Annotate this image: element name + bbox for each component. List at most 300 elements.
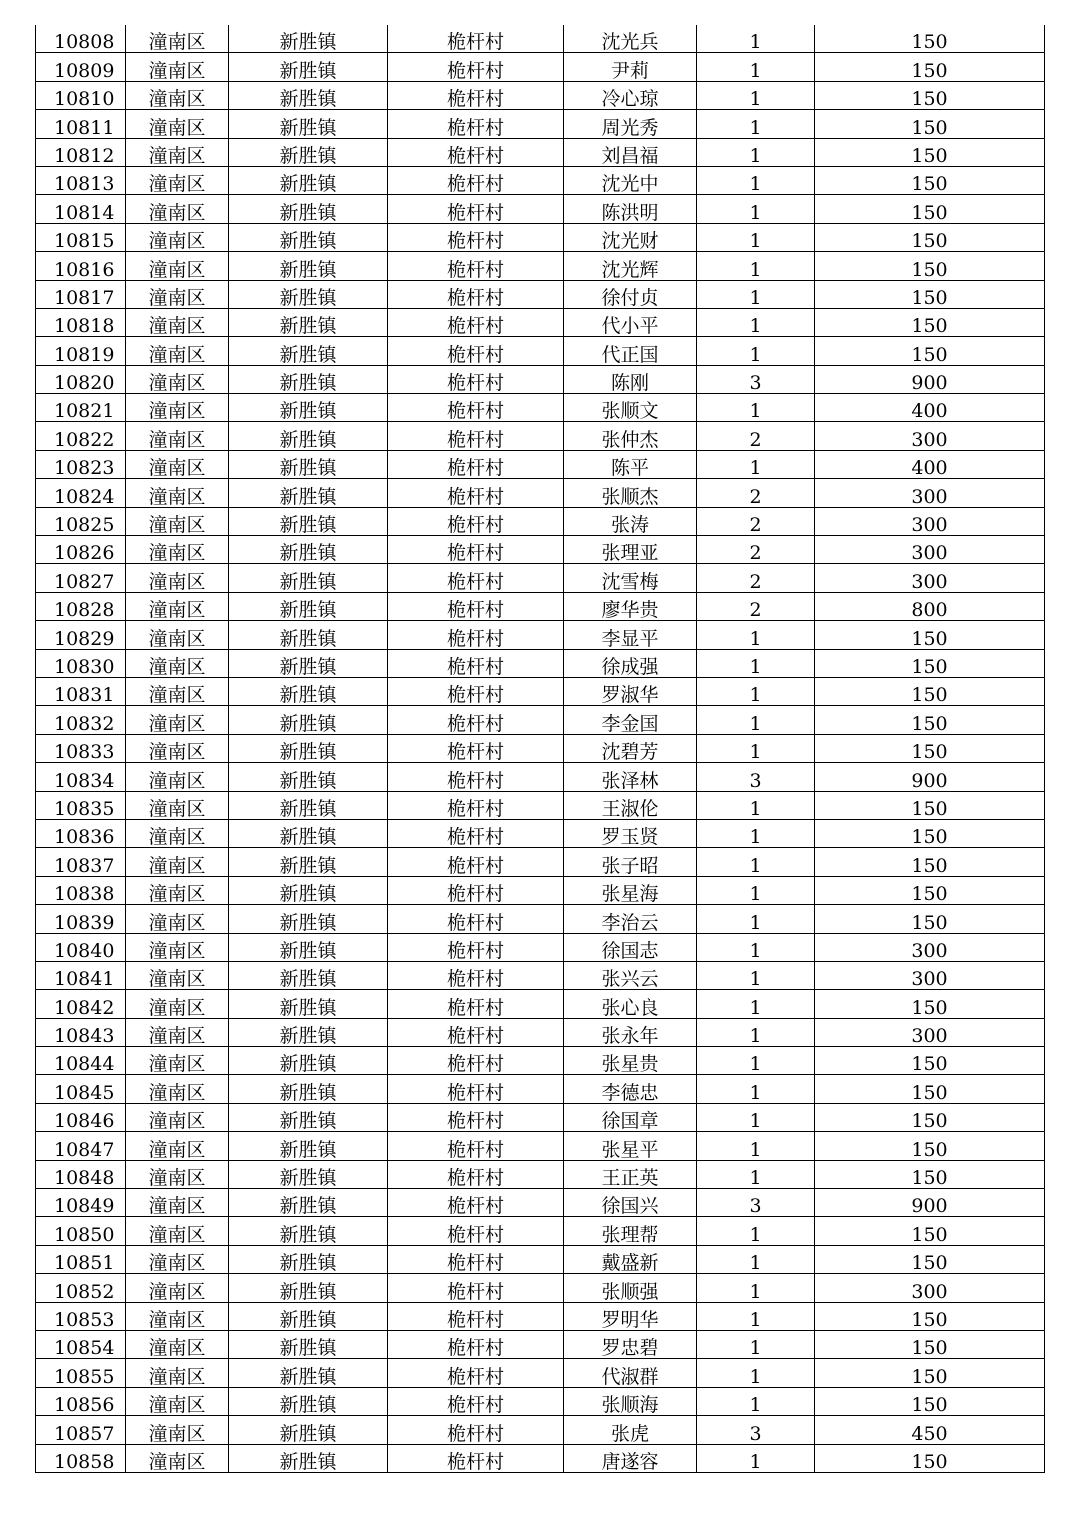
town-cell: 新胜镇 [229, 933, 388, 961]
amount-cell: 150 [815, 990, 1045, 1018]
village-cell: 桅杆村 [388, 195, 564, 223]
town-cell: 新胜镇 [229, 876, 388, 904]
person-name-cell: 唐遂容 [564, 1444, 697, 1472]
town-cell: 新胜镇 [229, 308, 388, 336]
household-count-cell: 1 [697, 394, 815, 422]
amount-cell: 150 [815, 706, 1045, 734]
table-row [36, 1160, 1045, 1188]
amount-cell: 300 [815, 422, 1045, 450]
household-count-cell: 1 [697, 905, 815, 933]
amount-cell: 900 [815, 365, 1045, 393]
amount-cell: 150 [815, 337, 1045, 365]
village-cell: 桅杆村 [388, 990, 564, 1018]
record-id-cell: 10841 [36, 961, 126, 989]
town-cell: 新胜镇 [229, 1160, 388, 1188]
household-count-cell: 1 [697, 280, 815, 308]
village-cell: 桅杆村 [388, 734, 564, 762]
district-cell: 潼南区 [126, 252, 229, 280]
village-cell: 桅杆村 [388, 1217, 564, 1245]
record-id-cell: 10835 [36, 791, 126, 819]
record-id-cell: 10850 [36, 1217, 126, 1245]
table-row [36, 1132, 1045, 1160]
table-row [36, 706, 1045, 734]
district-cell: 潼南区 [126, 1302, 229, 1330]
amount-cell: 150 [815, 621, 1045, 649]
household-count-cell: 2 [697, 507, 815, 535]
household-count-cell: 1 [697, 308, 815, 336]
table-row [36, 507, 1045, 535]
person-name-cell: 王淑伦 [564, 791, 697, 819]
person-name-cell: 廖华贵 [564, 592, 697, 620]
person-name-cell: 徐国章 [564, 1103, 697, 1131]
person-name-cell: 周光秀 [564, 110, 697, 138]
village-cell: 桅杆村 [388, 223, 564, 251]
town-cell: 新胜镇 [229, 1245, 388, 1273]
table-row [36, 1245, 1045, 1273]
village-cell: 桅杆村 [388, 961, 564, 989]
table-row [36, 422, 1045, 450]
person-name-cell: 张星海 [564, 876, 697, 904]
household-count-cell: 1 [697, 25, 815, 53]
record-id-cell: 10824 [36, 479, 126, 507]
village-cell: 桅杆村 [388, 1075, 564, 1103]
household-count-cell: 1 [697, 1018, 815, 1046]
person-name-cell: 张兴云 [564, 961, 697, 989]
district-cell: 潼南区 [126, 81, 229, 109]
record-id-cell: 10815 [36, 223, 126, 251]
town-cell: 新胜镇 [229, 280, 388, 308]
record-id-cell: 10820 [36, 365, 126, 393]
town-cell: 新胜镇 [229, 1330, 388, 1358]
table-row [36, 195, 1045, 223]
household-count-cell: 1 [697, 1302, 815, 1330]
district-cell: 潼南区 [126, 621, 229, 649]
person-name-cell: 冷心琼 [564, 81, 697, 109]
person-name-cell: 沈碧芳 [564, 734, 697, 762]
household-count-cell: 1 [697, 876, 815, 904]
person-name-cell: 张仲杰 [564, 422, 697, 450]
district-cell: 潼南区 [126, 1160, 229, 1188]
table-row [36, 1103, 1045, 1131]
town-cell: 新胜镇 [229, 819, 388, 847]
person-name-cell: 沈光财 [564, 223, 697, 251]
table-row [36, 53, 1045, 81]
household-count-cell: 1 [697, 53, 815, 81]
household-count-cell: 1 [697, 337, 815, 365]
village-cell: 桅杆村 [388, 138, 564, 166]
amount-cell: 150 [815, 81, 1045, 109]
village-cell: 桅杆村 [388, 450, 564, 478]
record-id-cell: 10822 [36, 422, 126, 450]
village-cell: 桅杆村 [388, 422, 564, 450]
record-id-cell: 10818 [36, 308, 126, 336]
record-id-cell: 10813 [36, 166, 126, 194]
town-cell: 新胜镇 [229, 1217, 388, 1245]
table-row [36, 1189, 1045, 1217]
village-cell: 桅杆村 [388, 1245, 564, 1273]
village-cell: 桅杆村 [388, 1103, 564, 1131]
village-cell: 桅杆村 [388, 564, 564, 592]
district-cell: 潼南区 [126, 195, 229, 223]
village-cell: 桅杆村 [388, 848, 564, 876]
district-cell: 潼南区 [126, 166, 229, 194]
village-cell: 桅杆村 [388, 933, 564, 961]
record-id-cell: 10826 [36, 536, 126, 564]
table-row [36, 819, 1045, 847]
record-id-cell: 10856 [36, 1387, 126, 1415]
village-cell: 桅杆村 [388, 308, 564, 336]
village-cell: 桅杆村 [388, 479, 564, 507]
household-count-cell: 2 [697, 592, 815, 620]
record-id-cell: 10834 [36, 763, 126, 791]
person-name-cell: 沈雪梅 [564, 564, 697, 592]
household-count-cell: 1 [697, 848, 815, 876]
record-id-cell: 10816 [36, 252, 126, 280]
table-row [36, 1330, 1045, 1358]
amount-cell: 150 [815, 734, 1045, 762]
table-row [36, 223, 1045, 251]
record-id-cell: 10838 [36, 876, 126, 904]
household-count-cell: 3 [697, 1189, 815, 1217]
household-count-cell: 1 [697, 1387, 815, 1415]
district-cell: 潼南区 [126, 1416, 229, 1444]
person-name-cell: 王正英 [564, 1160, 697, 1188]
person-name-cell: 沈光中 [564, 166, 697, 194]
village-cell: 桅杆村 [388, 819, 564, 847]
person-name-cell: 张顺强 [564, 1274, 697, 1302]
amount-cell: 150 [815, 1302, 1045, 1330]
table-row [36, 1018, 1045, 1046]
town-cell: 新胜镇 [229, 1274, 388, 1302]
town-cell: 新胜镇 [229, 706, 388, 734]
household-count-cell: 1 [697, 110, 815, 138]
amount-cell: 150 [815, 1132, 1045, 1160]
amount-cell: 800 [815, 592, 1045, 620]
town-cell: 新胜镇 [229, 422, 388, 450]
amount-cell: 150 [815, 1387, 1045, 1415]
record-id-cell: 10852 [36, 1274, 126, 1302]
record-id-cell: 10817 [36, 280, 126, 308]
table-row [36, 81, 1045, 109]
district-cell: 潼南区 [126, 1444, 229, 1472]
record-id-cell: 10823 [36, 450, 126, 478]
table-row [36, 365, 1045, 393]
district-cell: 潼南区 [126, 848, 229, 876]
village-cell: 桅杆村 [388, 905, 564, 933]
record-id-cell: 10832 [36, 706, 126, 734]
village-cell: 桅杆村 [388, 649, 564, 677]
record-id-cell: 10825 [36, 507, 126, 535]
town-cell: 新胜镇 [229, 1416, 388, 1444]
amount-cell: 150 [815, 905, 1045, 933]
person-name-cell: 代小平 [564, 308, 697, 336]
table-row [36, 791, 1045, 819]
town-cell: 新胜镇 [229, 961, 388, 989]
table-row [36, 1359, 1045, 1387]
town-cell: 新胜镇 [229, 479, 388, 507]
town-cell: 新胜镇 [229, 1075, 388, 1103]
town-cell: 新胜镇 [229, 81, 388, 109]
village-cell: 桅杆村 [388, 536, 564, 564]
village-cell: 桅杆村 [388, 1274, 564, 1302]
record-id-cell: 10846 [36, 1103, 126, 1131]
town-cell: 新胜镇 [229, 53, 388, 81]
village-cell: 桅杆村 [388, 1416, 564, 1444]
person-name-cell: 徐国志 [564, 933, 697, 961]
district-cell: 潼南区 [126, 677, 229, 705]
household-count-cell: 1 [697, 166, 815, 194]
person-name-cell: 罗忠碧 [564, 1330, 697, 1358]
record-id-cell: 10814 [36, 195, 126, 223]
town-cell: 新胜镇 [229, 791, 388, 819]
person-name-cell: 张泽林 [564, 763, 697, 791]
town-cell: 新胜镇 [229, 337, 388, 365]
record-id-cell: 10840 [36, 933, 126, 961]
district-cell: 潼南区 [126, 25, 229, 53]
village-cell: 桅杆村 [388, 677, 564, 705]
town-cell: 新胜镇 [229, 25, 388, 53]
household-count-cell: 3 [697, 763, 815, 791]
person-name-cell: 代正国 [564, 337, 697, 365]
amount-cell: 150 [815, 819, 1045, 847]
record-id-cell: 10812 [36, 138, 126, 166]
town-cell: 新胜镇 [229, 365, 388, 393]
amount-cell: 150 [815, 1047, 1045, 1075]
district-cell: 潼南区 [126, 933, 229, 961]
district-cell: 潼南区 [126, 479, 229, 507]
district-cell: 潼南区 [126, 1047, 229, 1075]
town-cell: 新胜镇 [229, 507, 388, 535]
amount-cell: 150 [815, 195, 1045, 223]
table-row [36, 649, 1045, 677]
amount-cell: 300 [815, 536, 1045, 564]
person-name-cell: 张星贵 [564, 1047, 697, 1075]
table-row [36, 1302, 1045, 1330]
town-cell: 新胜镇 [229, 677, 388, 705]
record-id-cell: 10808 [36, 25, 126, 53]
household-count-cell: 1 [697, 1217, 815, 1245]
person-name-cell: 张理帮 [564, 1217, 697, 1245]
district-cell: 潼南区 [126, 592, 229, 620]
amount-cell: 450 [815, 1416, 1045, 1444]
table-row [36, 450, 1045, 478]
household-count-cell: 1 [697, 706, 815, 734]
record-id-cell: 10837 [36, 848, 126, 876]
district-cell: 潼南区 [126, 450, 229, 478]
household-count-cell: 1 [697, 138, 815, 166]
person-name-cell: 张理亚 [564, 536, 697, 564]
record-id-cell: 10827 [36, 564, 126, 592]
table-row [36, 1416, 1045, 1444]
record-id-cell: 10848 [36, 1160, 126, 1188]
amount-cell: 150 [815, 1160, 1045, 1188]
household-count-cell: 1 [697, 450, 815, 478]
amount-cell: 150 [815, 1359, 1045, 1387]
person-name-cell: 沈光兵 [564, 25, 697, 53]
household-count-cell: 2 [697, 564, 815, 592]
table-row [36, 1274, 1045, 1302]
district-cell: 潼南区 [126, 876, 229, 904]
household-count-cell: 1 [697, 819, 815, 847]
district-cell: 潼南区 [126, 1359, 229, 1387]
village-cell: 桅杆村 [388, 1444, 564, 1472]
amount-cell: 150 [815, 308, 1045, 336]
person-name-cell: 李显平 [564, 621, 697, 649]
district-cell: 潼南区 [126, 422, 229, 450]
district-cell: 潼南区 [126, 1132, 229, 1160]
village-cell: 桅杆村 [388, 876, 564, 904]
amount-cell: 150 [815, 1103, 1045, 1131]
record-id-cell: 10853 [36, 1302, 126, 1330]
district-cell: 潼南区 [126, 1189, 229, 1217]
household-count-cell: 1 [697, 649, 815, 677]
person-name-cell: 徐成强 [564, 649, 697, 677]
table-row [36, 166, 1045, 194]
person-name-cell: 罗玉贤 [564, 819, 697, 847]
town-cell: 新胜镇 [229, 1302, 388, 1330]
town-cell: 新胜镇 [229, 990, 388, 1018]
amount-cell: 300 [815, 961, 1045, 989]
household-count-cell: 1 [697, 195, 815, 223]
district-cell: 潼南区 [126, 1103, 229, 1131]
town-cell: 新胜镇 [229, 1387, 388, 1415]
household-count-cell: 2 [697, 536, 815, 564]
household-count-cell: 1 [697, 1103, 815, 1131]
person-name-cell: 陈洪明 [564, 195, 697, 223]
amount-cell: 150 [815, 1075, 1045, 1103]
table-row [36, 1047, 1045, 1075]
village-cell: 桅杆村 [388, 394, 564, 422]
amount-cell: 150 [815, 848, 1045, 876]
district-cell: 潼南区 [126, 1217, 229, 1245]
district-cell: 潼南区 [126, 905, 229, 933]
amount-cell: 150 [815, 1444, 1045, 1472]
district-cell: 潼南区 [126, 138, 229, 166]
record-id-cell: 10849 [36, 1189, 126, 1217]
district-cell: 潼南区 [126, 1330, 229, 1358]
amount-cell: 150 [815, 53, 1045, 81]
record-id-cell: 10831 [36, 677, 126, 705]
town-cell: 新胜镇 [229, 564, 388, 592]
amount-cell: 300 [815, 1274, 1045, 1302]
town-cell: 新胜镇 [229, 734, 388, 762]
record-id-cell: 10847 [36, 1132, 126, 1160]
household-count-cell: 2 [697, 479, 815, 507]
amount-cell: 300 [815, 479, 1045, 507]
district-cell: 潼南区 [126, 308, 229, 336]
table-row [36, 110, 1045, 138]
record-id-cell: 10836 [36, 819, 126, 847]
household-count-cell: 1 [697, 1047, 815, 1075]
district-cell: 潼南区 [126, 53, 229, 81]
household-count-cell: 1 [697, 1245, 815, 1273]
village-cell: 桅杆村 [388, 763, 564, 791]
table-row [36, 1075, 1045, 1103]
table-row [36, 1387, 1045, 1415]
table-row [36, 138, 1045, 166]
amount-cell: 900 [815, 763, 1045, 791]
household-count-cell: 1 [697, 1160, 815, 1188]
household-count-cell: 2 [697, 422, 815, 450]
amount-cell: 150 [815, 280, 1045, 308]
person-name-cell: 张涛 [564, 507, 697, 535]
village-cell: 桅杆村 [388, 53, 564, 81]
village-cell: 桅杆村 [388, 280, 564, 308]
amount-cell: 400 [815, 394, 1045, 422]
amount-cell: 150 [815, 791, 1045, 819]
roster-body [36, 25, 1045, 1472]
town-cell: 新胜镇 [229, 1047, 388, 1075]
household-count-cell: 1 [697, 990, 815, 1018]
district-cell: 潼南区 [126, 110, 229, 138]
person-name-cell: 李德忠 [564, 1075, 697, 1103]
table-row [36, 961, 1045, 989]
person-name-cell: 李治云 [564, 905, 697, 933]
town-cell: 新胜镇 [229, 394, 388, 422]
record-id-cell: 10811 [36, 110, 126, 138]
record-id-cell: 10839 [36, 905, 126, 933]
person-name-cell: 徐付贞 [564, 280, 697, 308]
town-cell: 新胜镇 [229, 195, 388, 223]
record-id-cell: 10809 [36, 53, 126, 81]
table-row [36, 592, 1045, 620]
household-count-cell: 3 [697, 1416, 815, 1444]
amount-cell: 150 [815, 1245, 1045, 1273]
village-cell: 桅杆村 [388, 507, 564, 535]
district-cell: 潼南区 [126, 791, 229, 819]
person-name-cell: 陈平 [564, 450, 697, 478]
village-cell: 桅杆村 [388, 1330, 564, 1358]
village-cell: 桅杆村 [388, 592, 564, 620]
record-id-cell: 10829 [36, 621, 126, 649]
table-row [36, 990, 1045, 1018]
amount-cell: 150 [815, 1330, 1045, 1358]
record-id-cell: 10810 [36, 81, 126, 109]
person-name-cell: 陈刚 [564, 365, 697, 393]
record-id-cell: 10844 [36, 1047, 126, 1075]
table-row [36, 394, 1045, 422]
amount-cell: 300 [815, 933, 1045, 961]
village-cell: 桅杆村 [388, 621, 564, 649]
person-name-cell: 罗明华 [564, 1302, 697, 1330]
person-name-cell: 张虎 [564, 1416, 697, 1444]
town-cell: 新胜镇 [229, 848, 388, 876]
district-cell: 潼南区 [126, 365, 229, 393]
table-row [36, 677, 1045, 705]
village-cell: 桅杆村 [388, 1359, 564, 1387]
district-cell: 潼南区 [126, 649, 229, 677]
household-count-cell: 3 [697, 365, 815, 393]
amount-cell: 150 [815, 1217, 1045, 1245]
village-cell: 桅杆村 [388, 81, 564, 109]
household-count-cell: 1 [697, 1075, 815, 1103]
table-row [36, 337, 1045, 365]
record-id-cell: 10833 [36, 734, 126, 762]
record-id-cell: 10821 [36, 394, 126, 422]
table-row [36, 905, 1045, 933]
table-row [36, 25, 1045, 53]
amount-cell: 300 [815, 1018, 1045, 1046]
town-cell: 新胜镇 [229, 450, 388, 478]
district-cell: 潼南区 [126, 564, 229, 592]
table-row [36, 564, 1045, 592]
person-name-cell: 罗淑华 [564, 677, 697, 705]
household-count-cell: 1 [697, 621, 815, 649]
district-cell: 潼南区 [126, 536, 229, 564]
district-cell: 潼南区 [126, 223, 229, 251]
table-row [36, 763, 1045, 791]
amount-cell: 150 [815, 110, 1045, 138]
